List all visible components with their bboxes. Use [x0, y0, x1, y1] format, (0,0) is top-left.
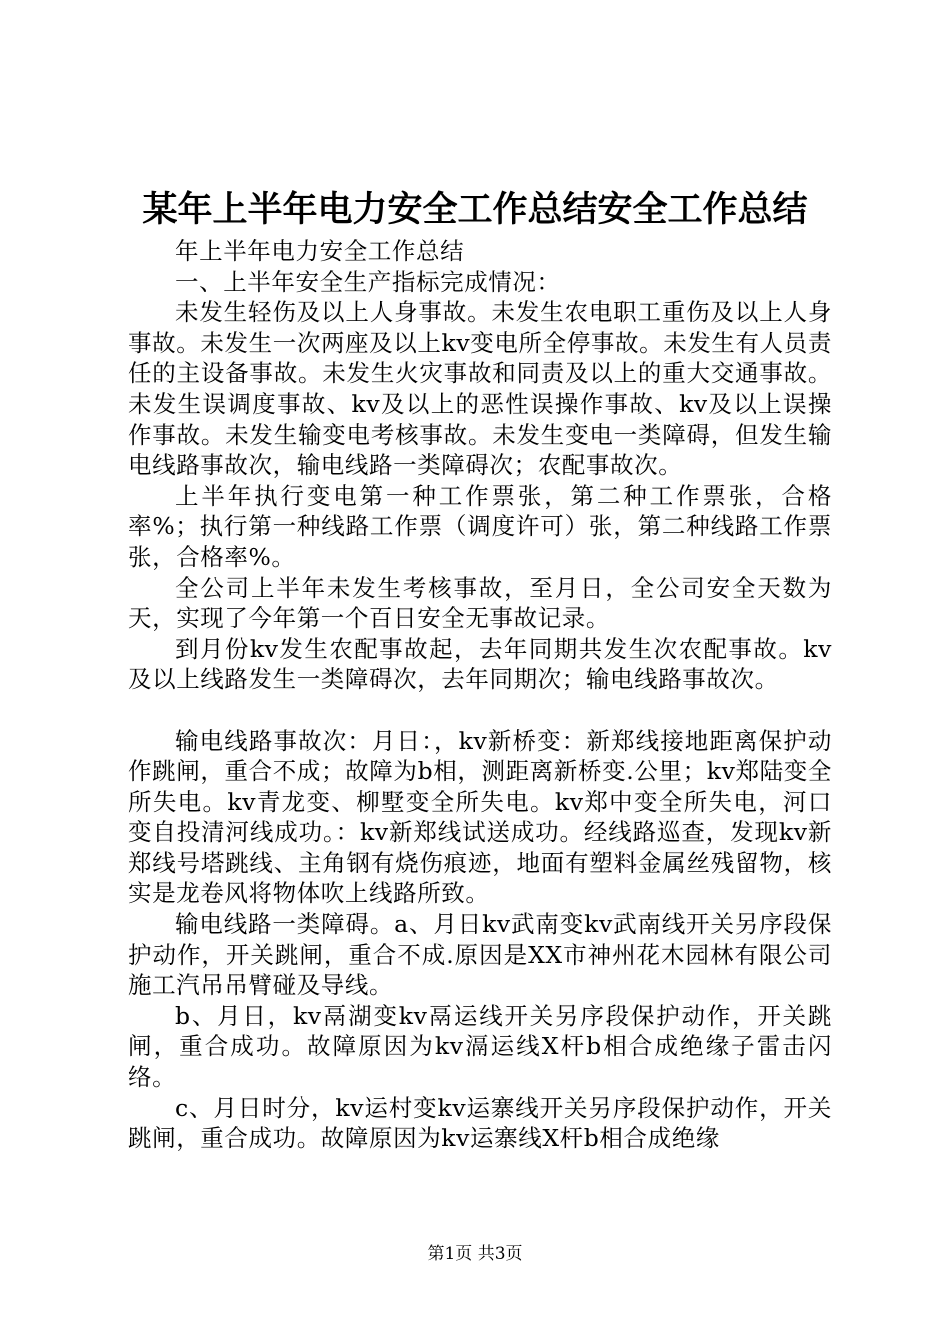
paragraph: c、月日时分，kv运村变kv运寨线开关另序段保护动作，开关跳闸，重合成功。故障原因为kv运寨线X杆b相合成绝缘: [128, 1093, 832, 1153]
paragraph: 输电线路事故次：月日：，kv新桥变：新郑线接地距离保护动作跳闸，重合不成；故障为b相，测距离新桥变.公里；kv郑陆变全所失电。kv青龙变、柳墅变全所失电。kv郑中变全所失电，河口变自投清河线成功。：kv新郑线试送成功。经线路巡查，发现kv新郑线号塔跳线、主角钢有烧伤痕迹，地面有塑料金属丝残留物，核实是龙卷风将物体吹上线路所致。: [128, 726, 832, 908]
paragraph: 上半年执行变电第一种工作票张，第二种工作票张，合格率%；执行第一种线路工作票（调度许可）张，第二种线路工作票张，合格率%。: [128, 481, 832, 571]
page-number-footer: 第1页 共3页: [427, 1244, 523, 1264]
paragraph-section-heading: 一、上半年安全生产指标完成情况：: [175, 267, 561, 296]
document-body: [128, 236, 832, 1154]
document-title: 某年上半年电力安全工作总结安全工作总结: [142, 189, 808, 230]
paragraph: 全公司上半年未发生考核事故，至月日，全公司安全天数为天，实现了今年第一个百日安全无事故记录。: [128, 573, 832, 633]
paragraph-subtitle: 年上半年电力安全工作总结: [175, 237, 465, 265]
paragraph: 未发生轻伤及以上人身事故。未发生农电职工重伤及以上人身事故。未发生一次两座及以上kv变电所全停事故。未发生有人员责任的主设备事故。未发生火灾事故和同责及以上的重大交通事故。未发生误调度事故、kv及以上的恶性误操作事故、kv及以上误操作事故。未发生输变电考核事故。未发生变电一类障碍，但发生输电线路事故次，输电线路一类障碍次；农配事故次。: [128, 298, 832, 480]
paragraph: 输电线路一类障碍。a、月日kv武南变kv武南线开关另序段保护动作，开关跳闸，重合不成.原因是XX市神州花木园林有限公司施工汽吊吊臂碰及导线。: [128, 910, 832, 1000]
paragraph: b、月日，kv鬲湖变kv鬲运线开关另序段保护动作，开关跳闸，重合成功。故障原因为kv滆运线X杆b相合成绝缘子雷击闪络。: [128, 1001, 832, 1092]
paragraph: 到月份kv发生农配事故起，去年同期共发生次农配事故。kv及以上线路发生一类障碍次，去年同期次；输电线路事故次。: [128, 634, 832, 694]
